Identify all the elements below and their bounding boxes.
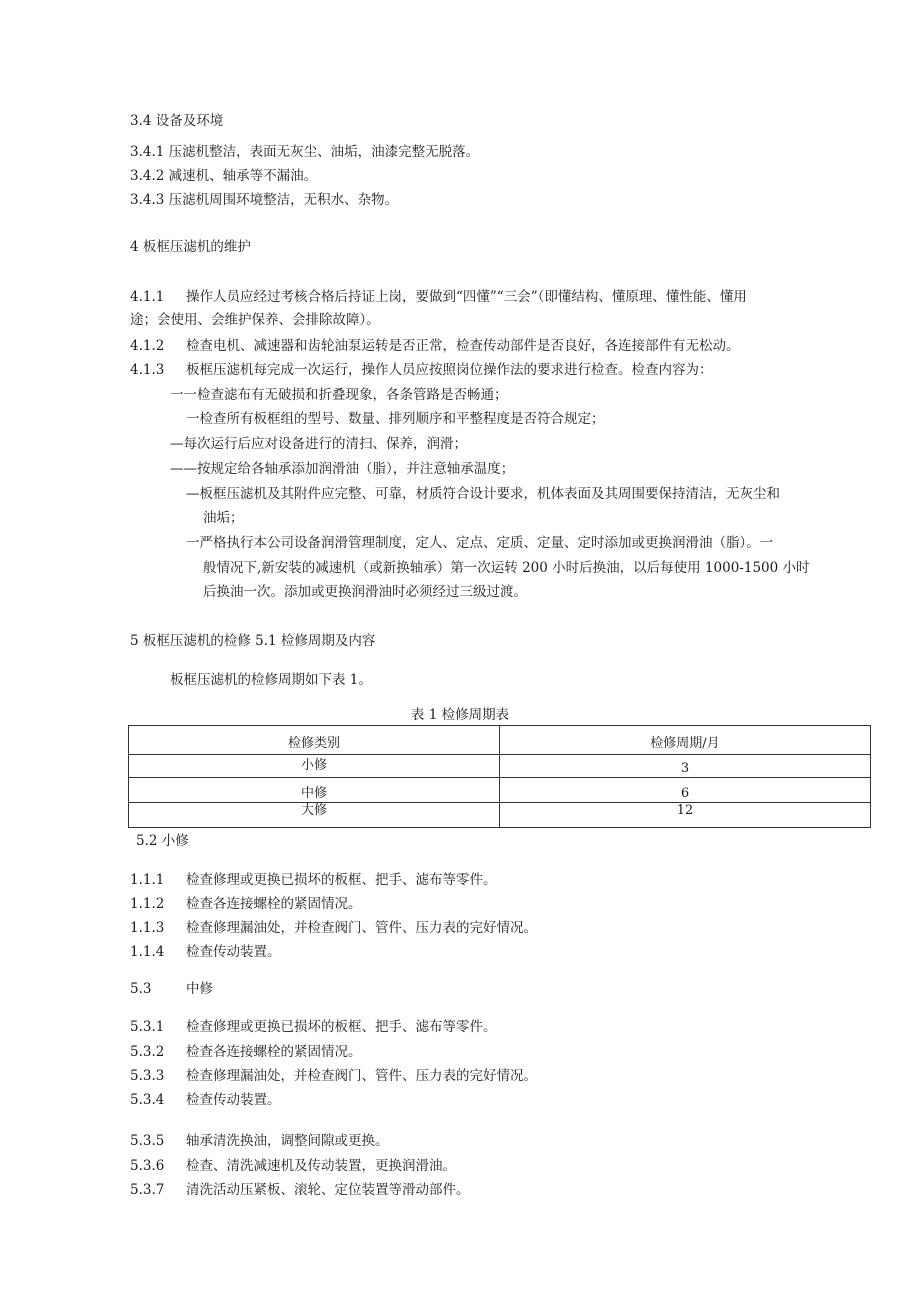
check-item-1: 一一检查滤布有无破损和折叠现象，各条管路是否畅通； [170, 387, 508, 403]
paragraph-1-1-1 [130, 871, 497, 889]
item-text: 检查修理或更换已损坏的板框、把手、滤布等零件。 [186, 872, 497, 888]
header-category: 检修类别 [129, 726, 500, 755]
table-row [129, 778, 871, 803]
item-number: 5.3.1 [130, 1019, 165, 1035]
item-number: 1.1.2 [130, 896, 165, 912]
paragraph-4-1-2 [130, 337, 740, 355]
check-item-5: —板框压滤机及其附件应完整、可靠，材质符合设计要求，机体表面及其周围要保持清洁，无灰尘和 [186, 486, 780, 502]
item-text: 检查各连接螺栓的紧固情况。 [186, 1044, 362, 1060]
item-text: 板框压滤机每完成一次运行，操作人员应按照岗位操作法的要求进行检查。检查内容为： [186, 362, 713, 378]
cell-category: 小修 [129, 755, 500, 778]
paragraph-5-3-5 [130, 1132, 389, 1150]
item-number: 5.3.5 [130, 1133, 165, 1149]
item-text: 清洗活动压紧板、滚轮、定位装置等滑动部件。 [186, 1182, 470, 1198]
check-item-4: ——按规定给各轴承添加润滑油（脂），并注意轴承温度； [170, 461, 515, 477]
section-3-4-heading: 3.4 设备及环境 [130, 113, 224, 129]
cell-cycle: 12 [500, 803, 871, 828]
paragraph-4-1-3 [130, 361, 713, 379]
paragraph-1-1-4 [130, 943, 281, 961]
item-text: 检查传动装置。 [186, 944, 281, 960]
item-text: 检查各连接螺栓的紧固情况。 [186, 896, 362, 912]
section-number: 5.3 [130, 981, 152, 997]
check-item-3: —每次运行后应对设备进行的清扫、保养，润滑； [170, 436, 467, 452]
check-item-6-cont-1: 般情况下,新安装的减速机（或新换轴承）第一次运转 200 小时后换油，以后每使用 1000-1500 小时 [203, 560, 810, 576]
paragraph-1-1-3 [130, 919, 537, 937]
cell-category: 大修 [129, 803, 500, 828]
item-text: 检查修理或更换已损坏的板框、把手、滤布等零件。 [186, 1019, 497, 1035]
paragraph-3-4-2: 3.4.2 减速机、轴承等不漏油。 [130, 168, 318, 184]
item-number: 5.3.7 [130, 1182, 165, 1198]
check-item-2: 一检查所有板框组的型号、数量、排列顺序和平整程度是否符合规定； [186, 411, 605, 427]
header-cycle: 检修周期/月 [500, 726, 871, 755]
check-item-5-cont: 油垢； [203, 510, 244, 526]
item-text: 轴承清洗换油，调整间隙或更换。 [186, 1133, 389, 1149]
paragraph-5-3-3 [130, 1067, 537, 1085]
table-caption: 表 1 检修周期表 [410, 707, 510, 723]
cell-cycle: 3 [500, 755, 871, 778]
item-text: 检查传动装置。 [186, 1092, 281, 1108]
section-5-3-heading [130, 980, 213, 998]
check-item-6-cont-2: 后换油一次。添加或更换润滑油时必须经过三级过渡。 [203, 584, 527, 600]
section-5-2-heading: 5.2 小修 [136, 833, 189, 849]
paragraph-5-3-1 [130, 1018, 497, 1036]
item-number: 5.3.2 [130, 1044, 165, 1060]
item-text: 检查修理漏油处，并检查阀门、管件、压力表的完好情况。 [186, 920, 537, 936]
paragraph-4-1-1-cont: 途；会使用、会维护保养、会排除故障）。 [130, 312, 380, 328]
section-5-heading: 5 板框压滤机的检修 5.1 检修周期及内容 [130, 633, 376, 649]
paragraph-3-4-3: 3.4.3 压滤机周围环境整洁，无积水、杂物。 [130, 192, 399, 208]
item-text: 检查电机、减速器和齿轮油泵运转是否正常，检查传动部件是否良好，各连接部件有无松动。 [186, 338, 740, 354]
item-text: 检查、清洗减速机及传动装置，更换润滑油。 [186, 1158, 456, 1174]
paragraph-5-3-7 [130, 1181, 470, 1199]
item-number: 1.1.1 [130, 872, 165, 888]
paragraph-3-4-1: 3.4.1 压滤机整洁，表面无灰尘、油垢，油漆完整无脱落。 [130, 144, 480, 160]
item-number: 5.3.4 [130, 1092, 165, 1108]
paragraph-5-3-2 [130, 1043, 362, 1061]
item-number: 4.1.3 [130, 362, 165, 378]
item-number: 1.1.4 [130, 944, 165, 960]
table-row [129, 803, 871, 828]
section-4-heading: 4 板框压滤机的维护 [130, 239, 251, 255]
item-number: 4.1.1 [130, 289, 165, 305]
paragraph-4-1-1 [130, 288, 747, 306]
table-row [129, 755, 871, 778]
item-number: 5.3.6 [130, 1158, 165, 1174]
paragraph-5-3-6 [130, 1157, 456, 1175]
maintenance-cycle-table [128, 725, 871, 828]
cell-category: 中修 [129, 778, 500, 803]
check-item-6: 一严格执行本公司设备润滑管理制度，定人、定点、定质、定量、定时添加或更换润滑油（脂）。一 [186, 535, 774, 551]
cell-cycle: 6 [500, 778, 871, 803]
table-intro: 板框压滤机的检修周期如下表 1。 [170, 672, 372, 688]
table-header-row [129, 726, 871, 755]
item-text: 操作人员应经过考核合格后持证上岗，要做到“四懂”“三会”（即懂结构、懂原理、懂性能、懂用 [186, 289, 747, 305]
item-text: 检查修理漏油处，并检查阀门、管件、压力表的完好情况。 [186, 1068, 537, 1084]
item-number: 5.3.3 [130, 1068, 165, 1084]
section-title: 中修 [186, 981, 213, 997]
item-number: 4.1.2 [130, 338, 165, 354]
paragraph-5-3-4 [130, 1091, 281, 1109]
item-number: 1.1.3 [130, 920, 165, 936]
paragraph-1-1-2 [130, 895, 362, 913]
